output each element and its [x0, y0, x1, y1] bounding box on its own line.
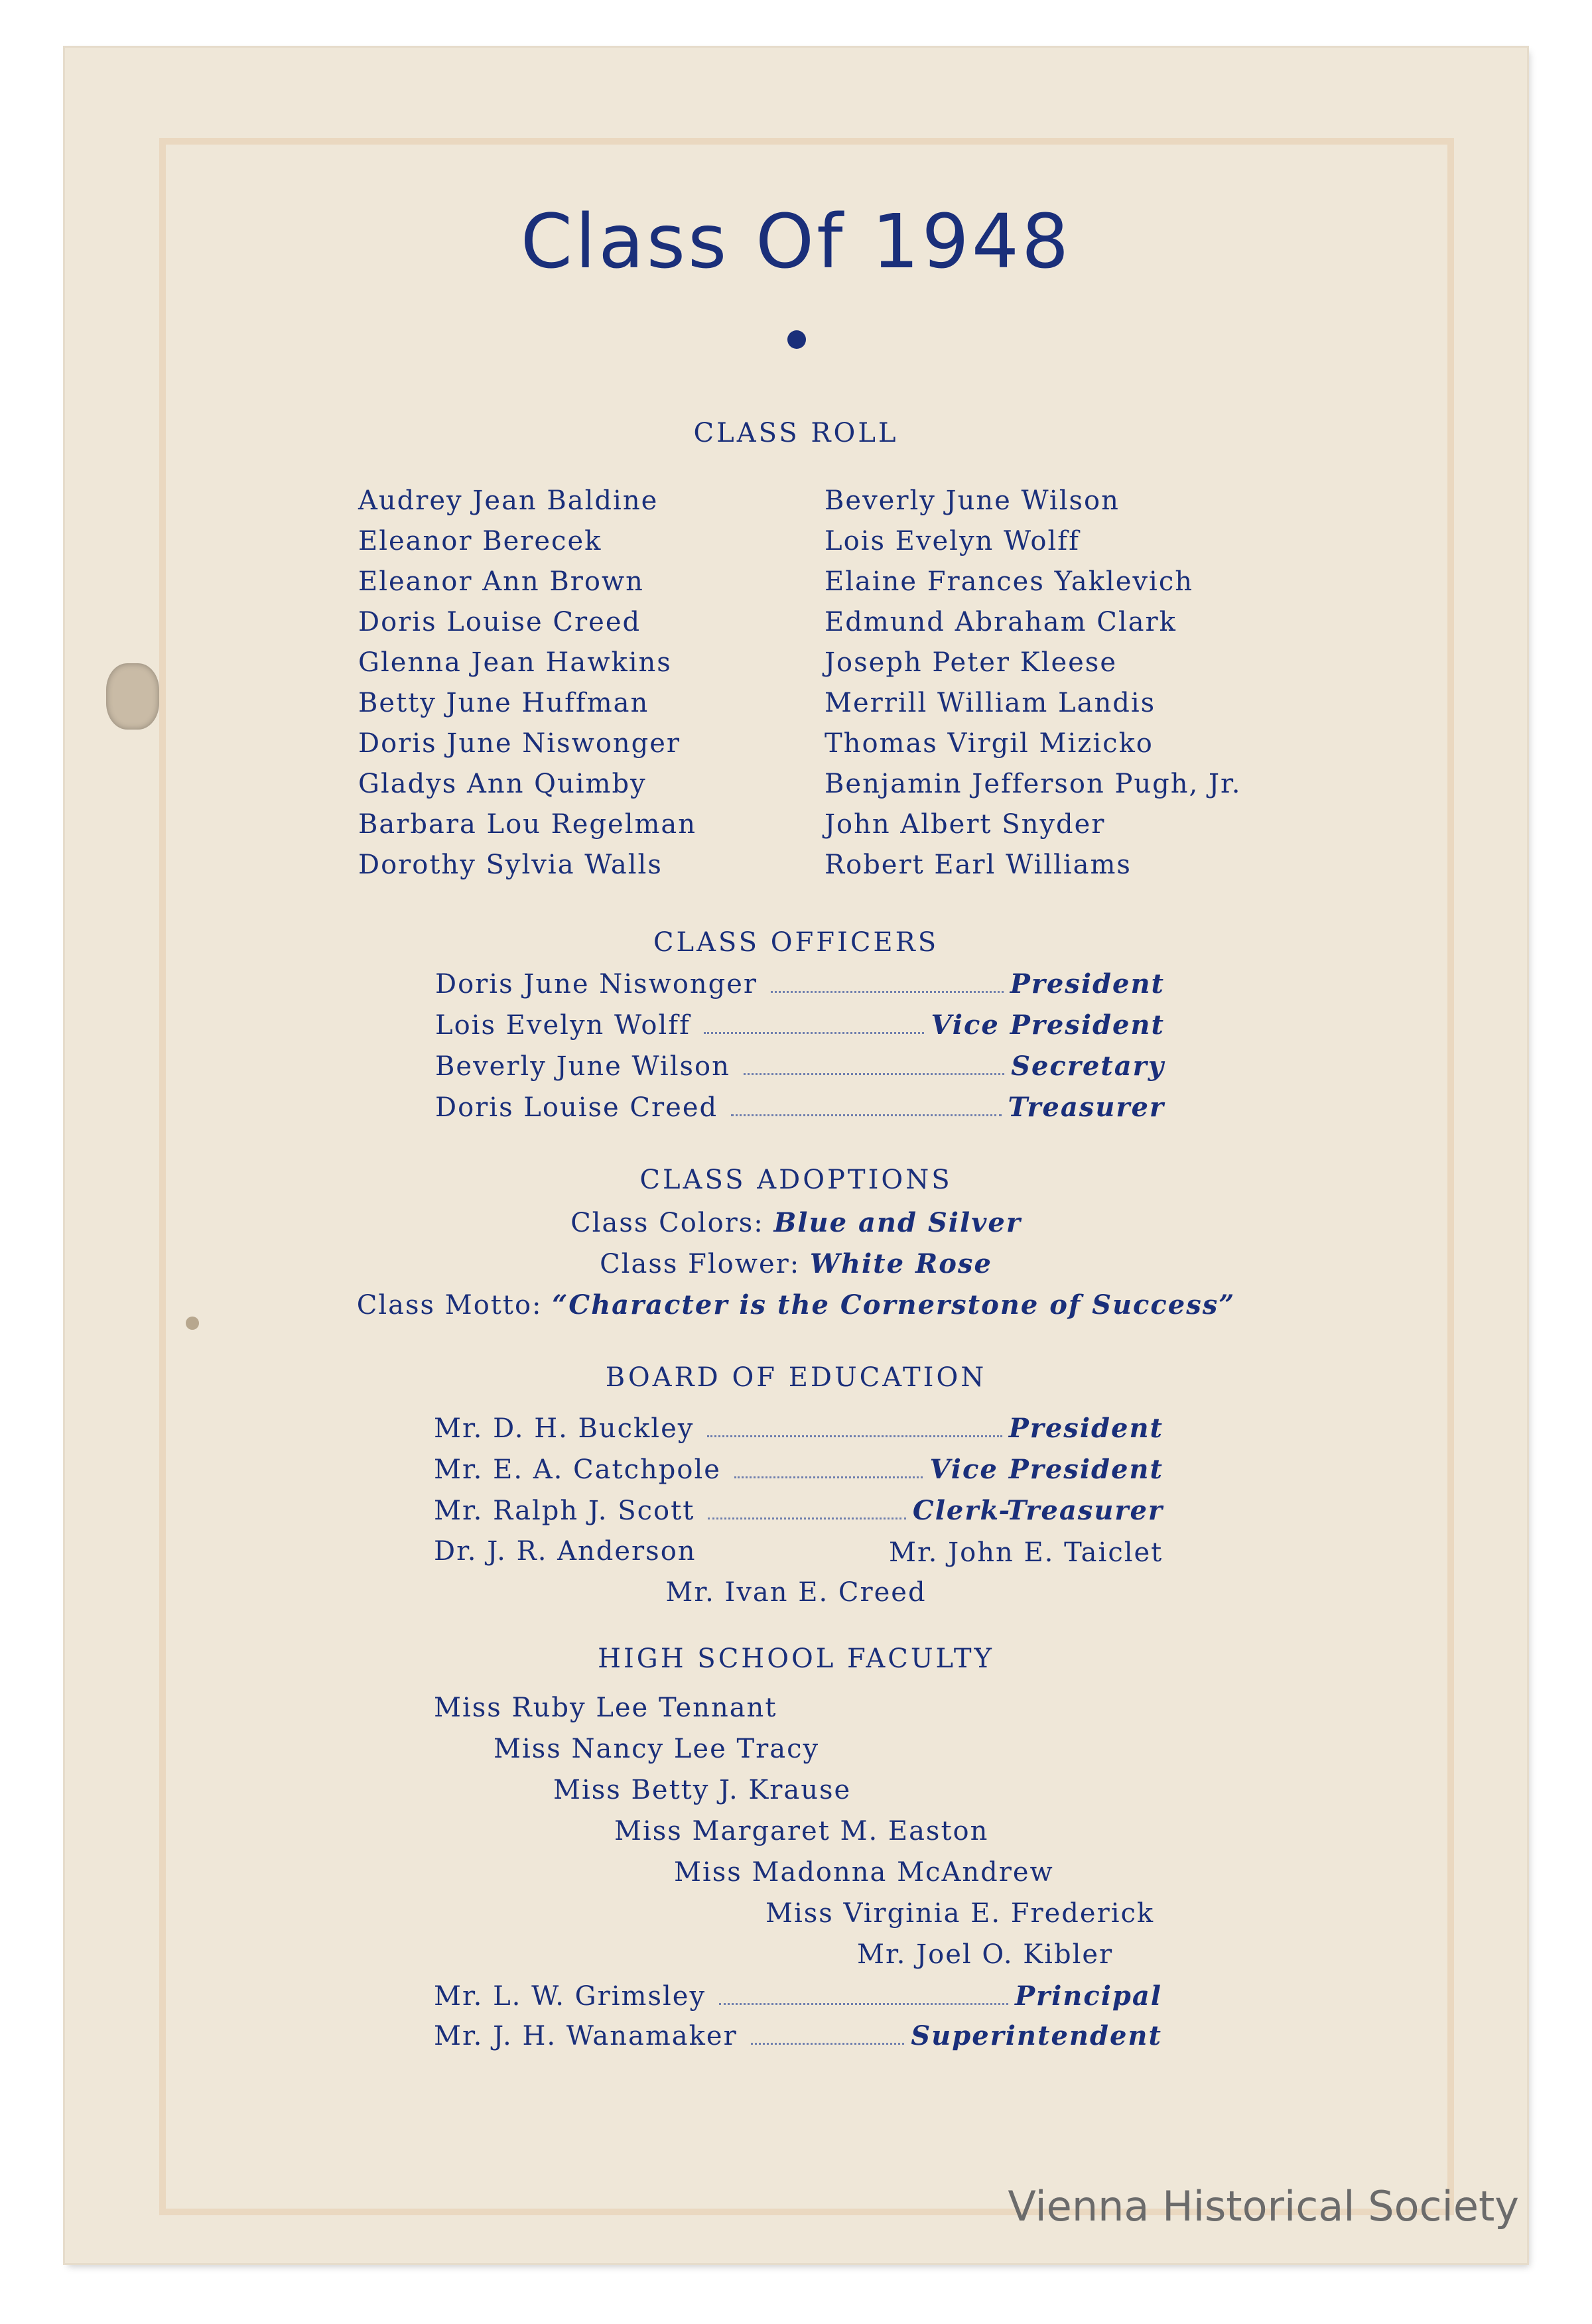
class-motto-value: “Character is the Cornerstone of Success” — [552, 1289, 1236, 1321]
officer-role: Treasurer — [1008, 1092, 1165, 1123]
officer-name: Beverly June Wilson — [435, 1051, 730, 1082]
principal-name: Mr. L. W. Grimsley — [434, 1981, 706, 2012]
officer-role: Vice President — [931, 1009, 1165, 1041]
class-adoptions-heading: CLASS ADOPTIONS — [639, 1165, 953, 1195]
roll-name: Audrey Jean Baldine — [358, 485, 659, 516]
roll-name: Dorothy Sylvia Walls — [358, 850, 663, 880]
board-row — [434, 1413, 1163, 1444]
officer-name: Lois Evelyn Wolff — [435, 1010, 691, 1041]
board-role: Clerk-Treasurer — [912, 1495, 1163, 1526]
class-colors — [0, 1207, 1592, 1238]
roll-name: Lois Evelyn Wolff — [825, 526, 1080, 556]
class-colors-value: Blue and Silver — [773, 1207, 1022, 1238]
board-row — [434, 1454, 1163, 1485]
board-member: Dr. J. R. Anderson — [434, 1536, 696, 1567]
faculty-member: Miss Betty J. Krause — [553, 1775, 852, 1805]
superintendent-row — [434, 2020, 1162, 2051]
roll-name: Benjamin Jefferson Pugh, Jr. — [825, 769, 1242, 799]
page-title: Class Of 1948 — [520, 199, 1072, 285]
officer-row — [435, 968, 1165, 1000]
roll-name: Doris Louise Creed — [358, 607, 641, 637]
roll-name: Merrill William Landis — [825, 688, 1156, 718]
class-flower — [0, 1248, 1592, 1279]
officer-name: Doris June Niswonger — [435, 969, 758, 1000]
roll-name: Thomas Virgil Mizicko — [825, 728, 1154, 759]
class-roll-heading: CLASS ROLL — [693, 418, 899, 448]
class-colors-label: Class Colors: — [570, 1208, 764, 1238]
class-flower-value: White Rose — [809, 1248, 992, 1279]
superintendent-name: Mr. J. H. Wanamaker — [434, 2021, 738, 2051]
board-name: Mr. D. H. Buckley — [434, 1413, 695, 1444]
roll-name: Doris June Niswonger — [358, 728, 681, 759]
faculty-member: Mr. Joel O. Kibler — [857, 1939, 1114, 1970]
punch-hole — [106, 663, 159, 730]
roll-name: Betty June Huffman — [358, 688, 649, 718]
faculty-member: Miss Nancy Lee Tracy — [494, 1734, 820, 1764]
board-name: Mr. E. A. Catchpole — [434, 1454, 721, 1485]
superintendent-role: Superintendent — [911, 2020, 1162, 2051]
officer-row — [435, 1092, 1165, 1123]
faculty-member: Miss Madonna McAndrew — [674, 1857, 1054, 1888]
officer-row — [435, 1051, 1165, 1082]
title-dot — [787, 330, 806, 349]
board-member: Mr. Ivan E. Creed — [665, 1577, 927, 1608]
board-role: President — [1008, 1413, 1163, 1444]
board-heading: BOARD OF EDUCATION — [605, 1362, 987, 1393]
roll-name: Robert Earl Williams — [825, 850, 1132, 880]
officer-name: Doris Louise Creed — [435, 1092, 718, 1123]
roll-name: Eleanor Berecek — [358, 526, 602, 556]
class-motto-label: Class Motto: — [356, 1290, 543, 1321]
watermark: Vienna Historical Society — [1008, 2182, 1519, 2230]
board-member: Mr. John E. Taiclet — [889, 1537, 1163, 1568]
principal-row — [434, 1980, 1162, 2012]
officer-role: President — [1010, 968, 1165, 1000]
principal-role: Principal — [1014, 1980, 1162, 2012]
class-flower-label: Class Flower: — [600, 1249, 801, 1279]
faculty-heading: HIGH SCHOOL FACULTY — [598, 1644, 994, 1674]
faculty-member: Miss Ruby Lee Tennant — [434, 1693, 777, 1723]
class-motto — [0, 1289, 1592, 1321]
faculty-member: Miss Margaret M. Easton — [614, 1816, 989, 1846]
roll-name: Beverly June Wilson — [825, 485, 1120, 516]
officer-role: Secretary — [1011, 1051, 1165, 1082]
board-role: Vice President — [929, 1454, 1163, 1485]
roll-name: Barbara Lou Regelman — [358, 809, 697, 840]
roll-name: John Albert Snyder — [825, 809, 1106, 840]
board-name: Mr. Ralph J. Scott — [434, 1496, 695, 1526]
roll-name: Glenna Jean Hawkins — [358, 647, 672, 678]
roll-name: Eleanor Ann Brown — [358, 566, 644, 597]
class-officers-heading: CLASS OFFICERS — [653, 927, 939, 958]
roll-name: Edmund Abraham Clark — [825, 607, 1177, 637]
roll-name: Elaine Frances Yaklevich — [825, 566, 1193, 597]
officer-row — [435, 1009, 1165, 1041]
roll-name: Gladys Ann Quimby — [358, 769, 647, 799]
board-row — [434, 1495, 1163, 1526]
roll-name: Joseph Peter Kleese — [825, 647, 1117, 678]
faculty-member: Miss Virginia E. Frederick — [765, 1898, 1155, 1929]
